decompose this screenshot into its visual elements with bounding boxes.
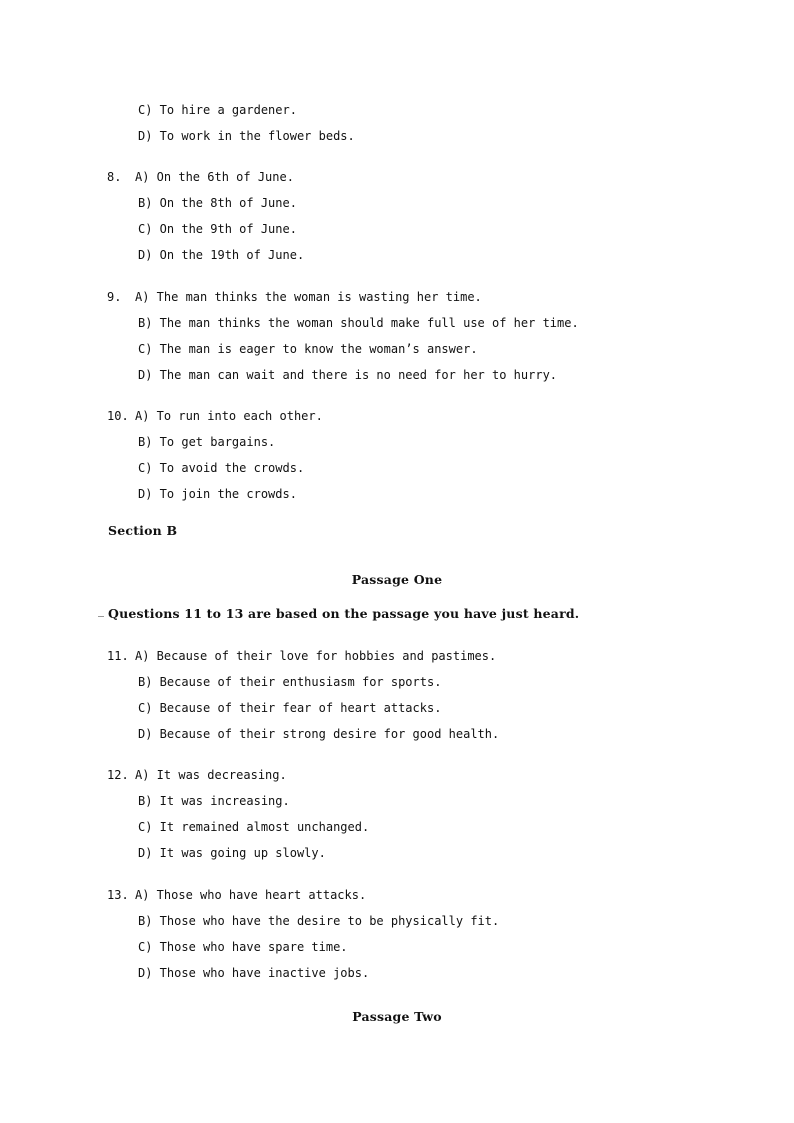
option-10b: B) To get bargains.: [138, 435, 276, 449]
option-7d: D) To work in the flower beds.: [138, 129, 355, 143]
option-10d: D) To join the crowds.: [138, 487, 297, 501]
passage-one-instruction: Questions 11 to 13 are based on the passage you have just heard.: [108, 606, 580, 621]
question-13-number: 13.: [107, 888, 129, 902]
option-7c: C) To hire a gardener.: [138, 103, 297, 117]
option-12b: B) It was increasing.: [138, 794, 290, 808]
option-13a: A) Those who have heart attacks.: [135, 888, 367, 902]
option-9c: C) The man is eager to know the woman’s answer.: [138, 342, 478, 356]
option-13d: D) Those who have inactive jobs.: [138, 966, 370, 980]
question-11-number: 11.: [107, 649, 129, 663]
option-8b: B) On the 8th of June.: [138, 196, 297, 210]
option-9d: D) The man can wait and there is no need for her to hurry.: [138, 368, 558, 382]
option-12a: A) It was decreasing.: [135, 768, 287, 782]
option-10c: C) To avoid the crowds.: [138, 461, 305, 475]
option-13c: C) Those who have spare time.: [138, 940, 348, 954]
option-9a: A) The man thinks the woman is wasting her time.: [135, 290, 482, 304]
question-10-number: 10.: [107, 409, 129, 423]
margin-mark: [98, 616, 104, 617]
option-8a: A) On the 6th of June.: [135, 170, 294, 184]
passage-two-title: Passage Two: [352, 1009, 442, 1024]
option-12d: D) It was going up slowly.: [138, 846, 326, 860]
question-9-number: 9.: [107, 290, 122, 304]
question-8-number: 8.: [107, 170, 122, 184]
option-9b: B) The man thinks the woman should make full use of her time.: [138, 316, 579, 330]
question-12-number: 12.: [107, 768, 129, 782]
option-10a: A) To run into each other.: [135, 409, 323, 423]
passage-one-title: Passage One: [351, 572, 443, 587]
option-11a: A) Because of their love for hobbies and pastimes.: [135, 649, 497, 663]
option-8c: C) On the 9th of June.: [138, 222, 297, 236]
option-12c: C) It remained almost unchanged.: [138, 820, 370, 834]
section-heading: Section B: [108, 523, 178, 538]
option-11c: C) Because of their fear of heart attacks.: [138, 701, 442, 715]
option-8d: D) On the 19th of June.: [138, 248, 305, 262]
option-13b: B) Those who have the desire to be physically fit.: [138, 914, 500, 928]
option-11b: B) Because of their enthusiasm for sports.: [138, 675, 442, 689]
option-11d: D) Because of their strong desire for good health.: [138, 727, 500, 741]
